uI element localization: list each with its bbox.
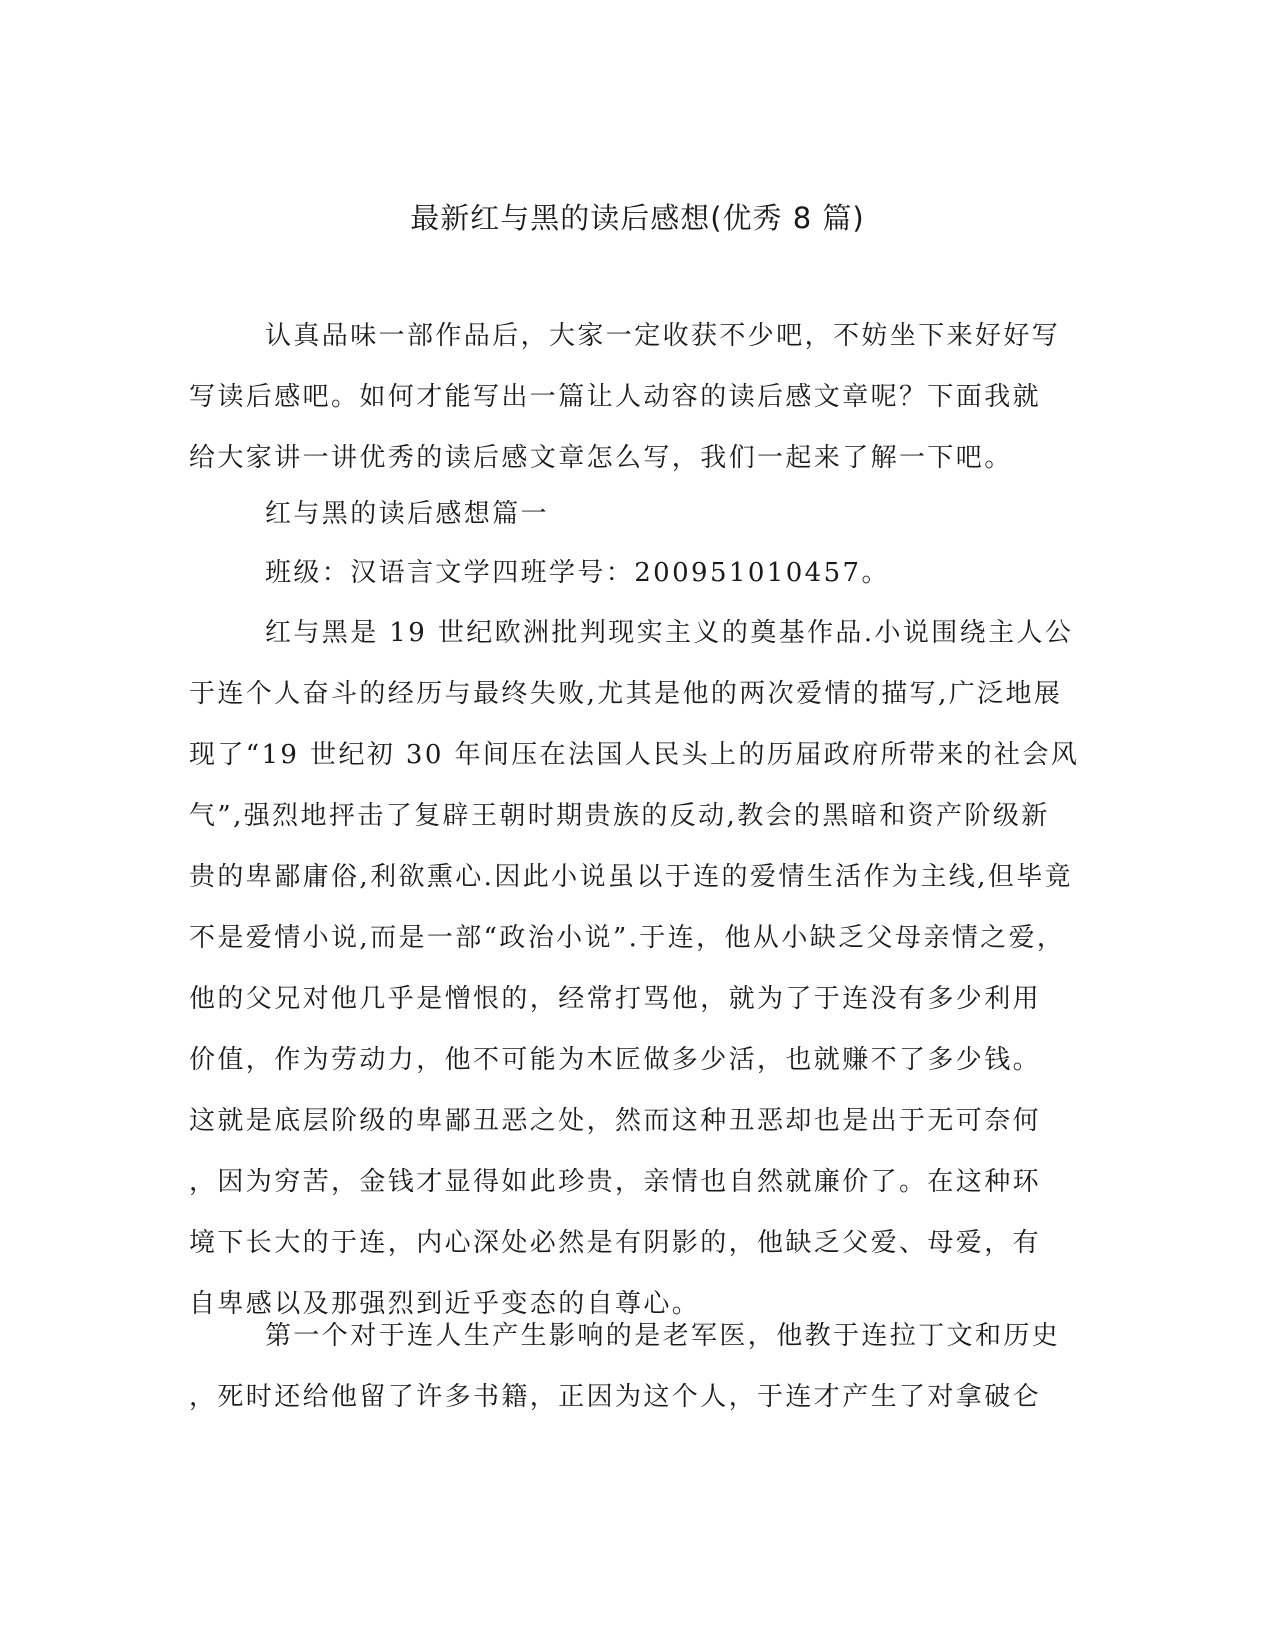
- text-line: 红与黑是 19 世纪欧洲批判现实主义的奠基作品.小说围绕主人公: [265, 618, 1074, 648]
- text-line: 现了“19 世纪初 30 年间压在法国人民头上的历届政府所带来的社会风: [189, 740, 1080, 770]
- text-line: ，因为穷苦，金钱才显得如此珍贵，亲情也自然就廉价了。在这种环: [189, 1167, 1042, 1197]
- text-line: 这就是底层阶级的卑鄙丑恶之处，然而这种丑恶却也是出于无可奈何: [189, 1106, 1042, 1136]
- body-paragraph-2: [189, 1306, 1069, 1428]
- text-line: 第一个对于连人生产生影响的是老军医，他教于连拉丁文和历史: [265, 1321, 1061, 1351]
- text-line: 境下长大的于连，内心深处必然是有阴影的，他缺乏父爱、母爱，有: [189, 1228, 1042, 1258]
- text-line: 自卑感以及那强烈到近乎变态的自尊心。: [189, 1289, 701, 1319]
- section-heading-block: [189, 484, 1069, 545]
- intro-paragraph: [189, 306, 1069, 489]
- text-line: 贵的卑鄙庸俗,利欲熏心.因此小说虽以于连的爱情生活作为主线,但毕竟: [189, 862, 1073, 892]
- text-line: 写读后感吧。如何才能写出一篇让人动容的读后感文章呢？下面我就: [189, 382, 1042, 412]
- section-heading: 红与黑的读后感想篇一: [265, 499, 550, 529]
- text-line: 不是爱情小说,而是一部“政治小说”.于连，他从小缺乏父母亲情之爱，: [189, 923, 1066, 953]
- body-paragraph-1: [189, 603, 1080, 1335]
- class-info: 班级：汉语言文学四班学号：200951010457。: [265, 558, 890, 588]
- text-line: 于连个人奋斗的经历与最终失败,尤其是他的两次爱情的描写,广泛地展: [189, 679, 1063, 709]
- text-line: 认真品味一部作品后，大家一定收获不少吧，不妨坐下来好好写: [265, 321, 1061, 351]
- text-line: 价值，作为劳动力，他不可能为木匠做多少活，也就赚不了多少钱。: [189, 1045, 1042, 1075]
- text-line: 给大家讲一讲优秀的读后感文章怎么写，我们一起来了解一下吧。: [189, 443, 1013, 473]
- text-line: ，死时还给他留了许多书籍，正因为这个人，于连才产生了对拿破仑: [189, 1382, 1042, 1412]
- text-line: 气”,强烈地抨击了复辟王朝时期贵族的反动,教会的黑暗和资产阶级新: [189, 801, 1050, 831]
- document-title: 最新红与黑的读后感想(优秀 8 篇): [410, 201, 865, 235]
- class-info-block: [189, 543, 1069, 604]
- text-line: 他的父兄对他几乎是憎恨的，经常打骂他，就为了于连没有多少利用: [189, 984, 1042, 1014]
